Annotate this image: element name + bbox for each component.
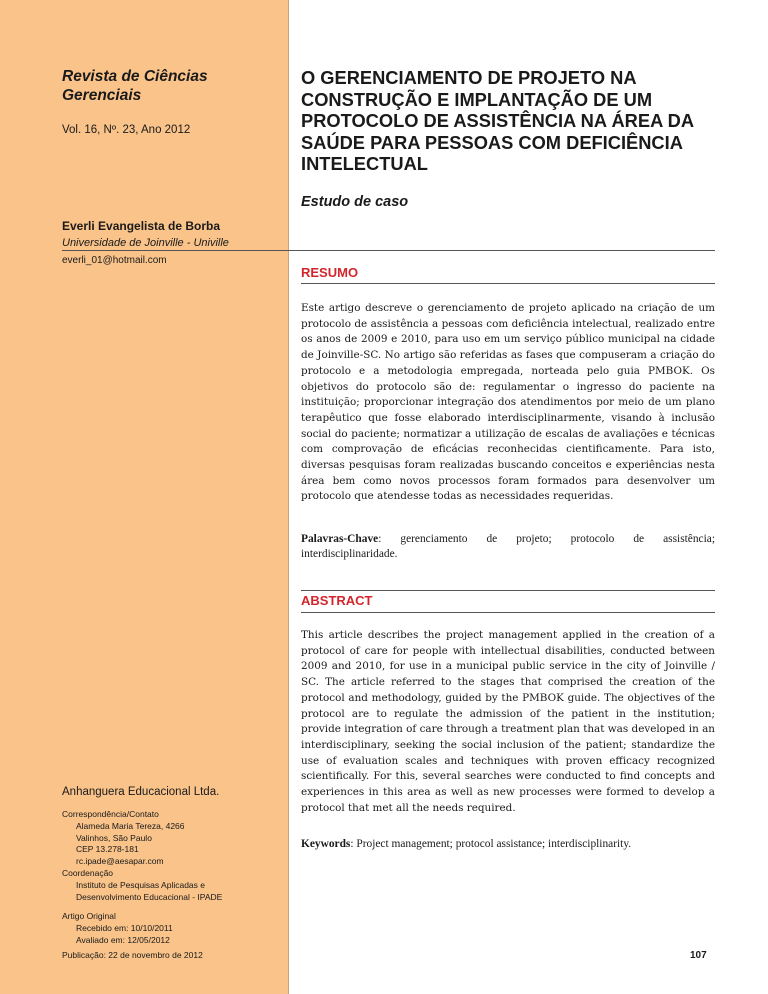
author-email: everli_01@hotmail.com <box>62 255 167 266</box>
journal-volume: Vol. 16, Nº. 23, Ano 2012 <box>62 124 191 136</box>
sidebar-divider <box>288 0 289 994</box>
author-affiliation: Universidade de Joinville - Univille <box>62 237 229 249</box>
correspondence-label: Correspondência/Contato <box>62 809 159 819</box>
abstract-rule <box>301 612 715 613</box>
journal-title: Revista de Ciências Gerenciais <box>62 68 208 104</box>
author-rule <box>62 250 715 251</box>
author-name: Everli Evangelista de Borba <box>62 219 221 233</box>
contact-email: rc.ipade@aesapar.com <box>76 856 164 867</box>
resumo-keywords <box>301 532 715 562</box>
abstract-keywords-text: : Project management; protocol assistance; interdisciplinarity. <box>350 838 632 850</box>
received-date: Recebido em: 10/10/2011 <box>76 922 173 933</box>
article-dates-block <box>62 911 173 946</box>
article-title: O GERENCIAMENTO DE PROJETO NA CONSTRUÇÃO E IMPLANTAÇÃO DE UM PROTOCOLO DE ASSISTÊNCIA NA ÁREA DA SAÚDE PARA PESSOAS COM DEFICIÊNCIA INTELECTUAL <box>301 67 694 174</box>
publication-date: Publicação: 22 de novembro de 2012 <box>62 950 203 960</box>
resumo-keywords-text: : gerenciamento de projeto; protocolo de assistência; interdisciplinaridade. <box>301 533 715 560</box>
coordination-block <box>62 868 222 903</box>
abstract-rule-top <box>301 590 715 591</box>
page-number: 107 <box>690 950 707 961</box>
correspondence-block <box>62 809 185 868</box>
evaluated-date: Avaliado em: 12/05/2012 <box>76 934 170 945</box>
abstract-keywords <box>301 837 715 852</box>
address-cep: CEP 13.278-181 <box>76 844 139 855</box>
resumo-text: Este artigo descreve o gerenciamento de projeto aplicado na criação de um protocolo de assistência a pessoas com deficiência intelectual, realizado entre os anos de 2009 e 2010, para uso em um serviço público municipal na cidade de Joinville-SC. No artigo são referidas as fases que compuseram a criação do protocolo e a metodologia empregada, norteada pelo guia PMBOK. Os objetivos do protocolo são de: regulamentar o ingresso do paciente na instituição; proporcionar integração dos atendimentos por meio de um plano terapêutico que fosse elaborado interdisciplinarmente, visando à inclusão social do paciente; normatizar a utilização de escalas de avaliações e técnicas com comprovação de eficácias reconhecidas cientificamente. Para isto, diversas pesquisas foram realizadas buscando conceitos e experiências nesta área bem como novos processos foram formados para desenvolver um protocolo que atendesse todas as necessidades requeridas. <box>301 302 715 503</box>
coordination-line-1: Instituto de Pesquisas Aplicadas e <box>76 879 205 890</box>
abstract-keywords-label: Keywords <box>301 838 351 850</box>
abstract-heading: ABSTRACT <box>301 593 373 608</box>
address-street: Alameda Maria Tereza, 4266 <box>76 820 185 831</box>
abstract-text: This article describes the project management applied in the creation of a protocol of care for people with intellectual disabilities, conducted between 2009 and 2010, for use in a municipal public service in the city of Joinville / SC. The article referred to the stages that comprised the creation of the protocol and methodology, guided by the PMBOK guide. The objectives of the protocol are to regulate the admission of the patient in the institution; provide integration of care through a treatment plan that was developed in an interdisciplinary, seeking the social inclusion of the patient; standardize the use of evaluation scales and techniques with proven efficacy recognized scientifically. For this, several searches were conducted to find concepts and experiences in this area as well as new processes were formed to develop a protocol that met all the needs required. <box>301 629 715 814</box>
resumo-heading: RESUMO <box>301 265 359 280</box>
article-subtitle: Estudo de caso <box>301 194 409 210</box>
coordination-line-2: Desenvolvimento Educacional - IPADE <box>76 891 223 902</box>
coordination-label: Coordenação <box>62 868 114 878</box>
address-city: Valinhos, São Paulo <box>76 832 152 843</box>
article-type-label: Artigo Original <box>62 911 116 921</box>
publisher-name: Anhanguera Educacional Ltda. <box>62 786 220 798</box>
resumo-rule <box>301 283 715 284</box>
resumo-keywords-label: Palavras-Chave <box>301 533 379 545</box>
